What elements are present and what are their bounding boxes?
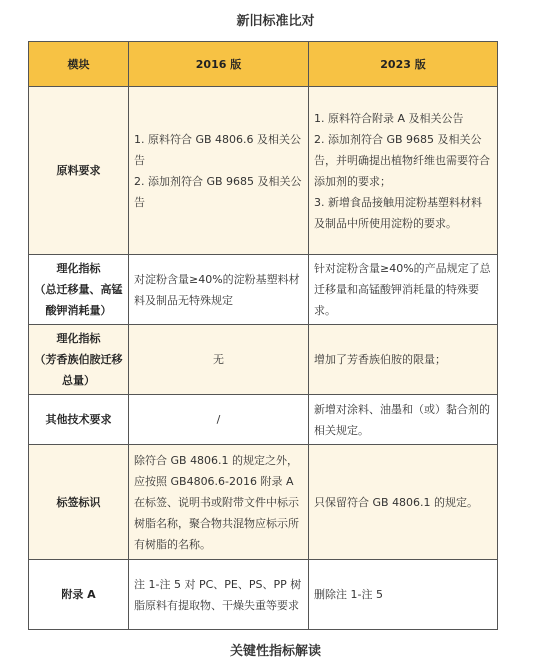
- cell-line: 增加了芳香族伯胺的限量；: [314, 353, 446, 366]
- cell-line: （芳香族伯胺迁移总量）: [34, 353, 123, 387]
- comparison-table: [28, 41, 498, 630]
- row-module-appendix-a: [29, 560, 129, 630]
- table-header-row: [29, 42, 498, 87]
- row-2016-cell: [129, 325, 309, 395]
- table-row: [29, 325, 498, 395]
- cell-line: 针对淀粉含量≥40%的产品规定了总迁移量和高锰酸钾消耗量的特殊要求。: [314, 262, 491, 317]
- cell-line: 3. 新增食品接触用淀粉基塑料材料及制品中所使用淀粉的要求。: [314, 195, 482, 230]
- cell-line: 只保留符合 GB 4806.1 的规定。: [314, 495, 479, 509]
- header-2016: 2016 版: [129, 42, 309, 87]
- cell-line: （总迁移量、高锰酸钾消耗量）: [34, 283, 123, 317]
- row-2023-cell: [309, 255, 498, 325]
- cell-line: /: [216, 413, 221, 426]
- section-title: 关键性指标解读: [229, 644, 321, 659]
- cell-line: 除符合 GB 4806.1 的规定之外，应按照 GB4806.6-2016 附录 A 在标签、说明书或附带文件中标示树脂名称，聚合物共混物应标示所有树脂的名称。: [134, 453, 299, 551]
- table-row: [29, 560, 498, 630]
- row-2016-cell: [129, 395, 309, 445]
- row-2023-cell: [309, 87, 498, 255]
- row-2023-cell: [309, 325, 498, 395]
- cell-line: 1. 原料符合附录 A 及相关公告: [314, 111, 464, 125]
- cell-line: 对淀粉含量≥40%的淀粉基塑料材料及制品无特殊规定: [134, 272, 300, 307]
- cell-line: 注 1-注 5 对 PC、PE、PS、PP 树脂原料有提取物、干燥失重等要求: [134, 577, 302, 612]
- row-2023-cell: [309, 395, 498, 445]
- cell-line: 2. 添加剂符合 GB 9685 及相关公告，并明确提出植物纤维也需要符合添加剂的要求；: [314, 132, 490, 188]
- row-module-other-tech: [29, 395, 129, 445]
- table-row: [29, 255, 498, 325]
- cell-line: 原料要求: [56, 164, 101, 177]
- table-row: [29, 395, 498, 445]
- cell-line: 附录 A: [61, 588, 96, 601]
- row-2023-cell: [309, 445, 498, 560]
- cell-line: 1. 原料符合 GB 4806.6 及相关公告: [134, 132, 302, 167]
- cell-line: 理化指标: [56, 262, 101, 275]
- cell-line: 新增对涂料、油墨和（或）黏合剂的相关规定。: [314, 402, 490, 437]
- row-module-physchem-amines: [29, 325, 129, 395]
- cell-line: 标签标识: [56, 495, 101, 509]
- row-2016-cell: [129, 560, 309, 630]
- row-2016-cell: [129, 255, 309, 325]
- cell-line: 无: [213, 353, 224, 366]
- row-module-raw-materials: [29, 87, 129, 255]
- cell-line: 删除注 1-注 5: [314, 588, 383, 601]
- header-module: 模块: [29, 42, 129, 87]
- table-row: [29, 87, 498, 255]
- row-2016-cell: [129, 445, 309, 560]
- table-row: [29, 445, 498, 560]
- row-2023-cell: [309, 560, 498, 630]
- row-module-labeling: [29, 445, 129, 560]
- row-module-physchem-migration: [29, 255, 129, 325]
- cell-line: 2. 添加剂符合 GB 9685 及相关公告: [134, 174, 302, 209]
- page-title: 新旧标准比对: [236, 14, 315, 29]
- cell-line: 其他技术要求: [45, 413, 112, 426]
- cell-line: 理化指标: [56, 332, 101, 345]
- header-2023: 2023 版: [309, 42, 498, 87]
- row-2016-cell: [129, 87, 309, 255]
